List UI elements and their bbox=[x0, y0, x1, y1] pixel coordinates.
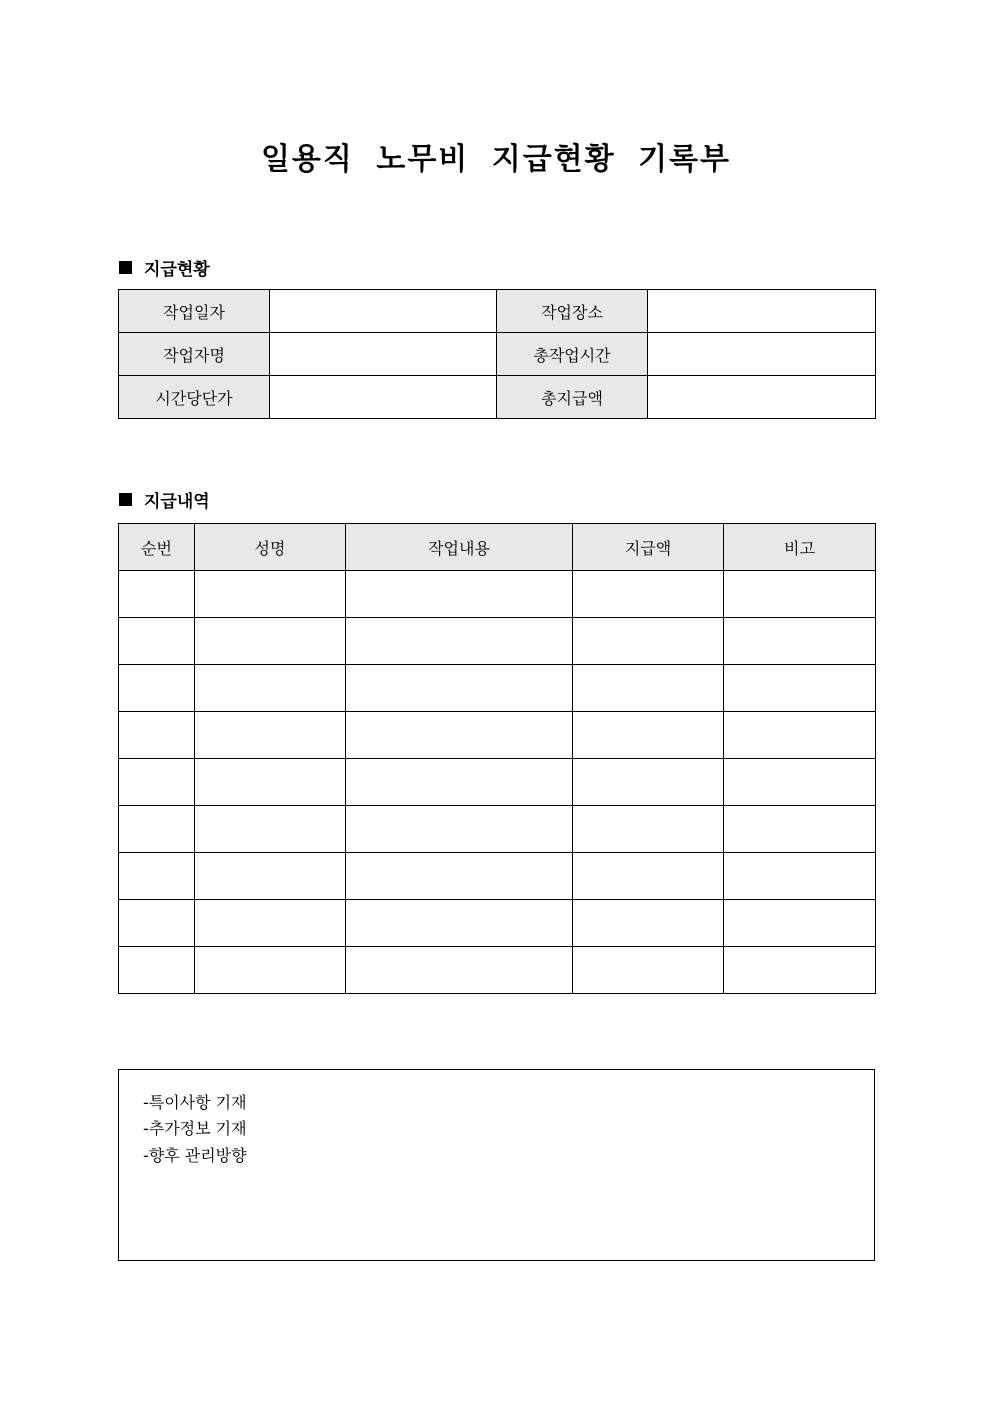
total-payment-label: 총지급액 bbox=[497, 376, 648, 419]
cell-no[interactable] bbox=[119, 900, 195, 947]
col-header-amount: 지급액 bbox=[573, 524, 724, 571]
cell-remarks[interactable] bbox=[724, 806, 876, 853]
notes-box[interactable] bbox=[118, 1069, 875, 1261]
summary-row bbox=[119, 376, 876, 419]
cell-name[interactable] bbox=[195, 665, 346, 712]
col-header-work: 작업내용 bbox=[346, 524, 573, 571]
cell-amount[interactable] bbox=[573, 853, 724, 900]
cell-work[interactable] bbox=[346, 853, 573, 900]
cell-amount[interactable] bbox=[573, 947, 724, 994]
cell-no[interactable] bbox=[119, 759, 195, 806]
work-date-label: 작업일자 bbox=[119, 290, 270, 333]
cell-name[interactable] bbox=[195, 712, 346, 759]
cell-remarks[interactable] bbox=[724, 900, 876, 947]
notes-line: -추가정보 기재 bbox=[143, 1119, 247, 1138]
total-payment-field[interactable] bbox=[648, 376, 876, 419]
summary-row bbox=[119, 333, 876, 376]
cell-work[interactable] bbox=[346, 759, 573, 806]
cell-amount[interactable] bbox=[573, 900, 724, 947]
table-row bbox=[119, 571, 876, 618]
table-row bbox=[119, 947, 876, 994]
cell-amount[interactable] bbox=[573, 712, 724, 759]
summary-section-heading bbox=[119, 255, 210, 280]
cell-name[interactable] bbox=[195, 759, 346, 806]
hourly-rate-label: 시간당단가 bbox=[119, 376, 270, 419]
cell-no[interactable] bbox=[119, 665, 195, 712]
table-row bbox=[119, 665, 876, 712]
cell-name[interactable] bbox=[195, 900, 346, 947]
table-row bbox=[119, 853, 876, 900]
total-hours-field[interactable] bbox=[648, 333, 876, 376]
cell-no[interactable] bbox=[119, 853, 195, 900]
square-bullet-icon bbox=[119, 261, 132, 274]
cell-name[interactable] bbox=[195, 853, 346, 900]
cell-amount[interactable] bbox=[573, 665, 724, 712]
total-hours-label: 총작업시간 bbox=[497, 333, 648, 376]
col-header-no: 순번 bbox=[119, 524, 195, 571]
cell-name[interactable] bbox=[195, 618, 346, 665]
cell-amount[interactable] bbox=[573, 806, 724, 853]
cell-work[interactable] bbox=[346, 806, 573, 853]
cell-amount[interactable] bbox=[573, 618, 724, 665]
work-date-field[interactable] bbox=[270, 290, 497, 333]
col-header-name: 성명 bbox=[195, 524, 346, 571]
table-row bbox=[119, 900, 876, 947]
cell-no[interactable] bbox=[119, 806, 195, 853]
cell-remarks[interactable] bbox=[724, 712, 876, 759]
cell-no[interactable] bbox=[119, 712, 195, 759]
table-row bbox=[119, 712, 876, 759]
work-place-field[interactable] bbox=[648, 290, 876, 333]
detail-header-row bbox=[119, 524, 876, 571]
cell-remarks[interactable] bbox=[724, 571, 876, 618]
cell-no[interactable] bbox=[119, 947, 195, 994]
cell-no[interactable] bbox=[119, 618, 195, 665]
cell-work[interactable] bbox=[346, 900, 573, 947]
table-row bbox=[119, 759, 876, 806]
table-row bbox=[119, 618, 876, 665]
page-title: 일용직 노무비 지급현황 기록부 bbox=[260, 142, 732, 177]
worker-name-label: 작업자명 bbox=[119, 333, 270, 376]
cell-remarks[interactable] bbox=[724, 618, 876, 665]
cell-remarks[interactable] bbox=[724, 759, 876, 806]
square-bullet-icon bbox=[119, 493, 132, 506]
cell-remarks[interactable] bbox=[724, 665, 876, 712]
worker-name-field[interactable] bbox=[270, 333, 497, 376]
cell-work[interactable] bbox=[346, 665, 573, 712]
cell-no[interactable] bbox=[119, 571, 195, 618]
cell-amount[interactable] bbox=[573, 571, 724, 618]
col-header-remarks: 비고 bbox=[724, 524, 876, 571]
notes-line: -특이사항 기재 bbox=[143, 1093, 247, 1112]
cell-name[interactable] bbox=[195, 947, 346, 994]
table-row bbox=[119, 806, 876, 853]
detail-table bbox=[118, 523, 876, 994]
work-place-label: 작업장소 bbox=[497, 290, 648, 333]
notes-line: -향후 관리방향 bbox=[143, 1146, 247, 1165]
cell-work[interactable] bbox=[346, 571, 573, 618]
cell-name[interactable] bbox=[195, 806, 346, 853]
cell-work[interactable] bbox=[346, 947, 573, 994]
cell-work[interactable] bbox=[346, 712, 573, 759]
cell-remarks[interactable] bbox=[724, 947, 876, 994]
cell-amount[interactable] bbox=[573, 759, 724, 806]
detail-heading-text: 지급내역 bbox=[144, 492, 210, 512]
summary-row bbox=[119, 290, 876, 333]
cell-work[interactable] bbox=[346, 618, 573, 665]
detail-section-heading bbox=[119, 487, 210, 512]
summary-heading-text: 지급현황 bbox=[144, 260, 210, 280]
cell-remarks[interactable] bbox=[724, 853, 876, 900]
summary-table bbox=[118, 289, 876, 419]
hourly-rate-field[interactable] bbox=[270, 376, 497, 419]
cell-name[interactable] bbox=[195, 571, 346, 618]
